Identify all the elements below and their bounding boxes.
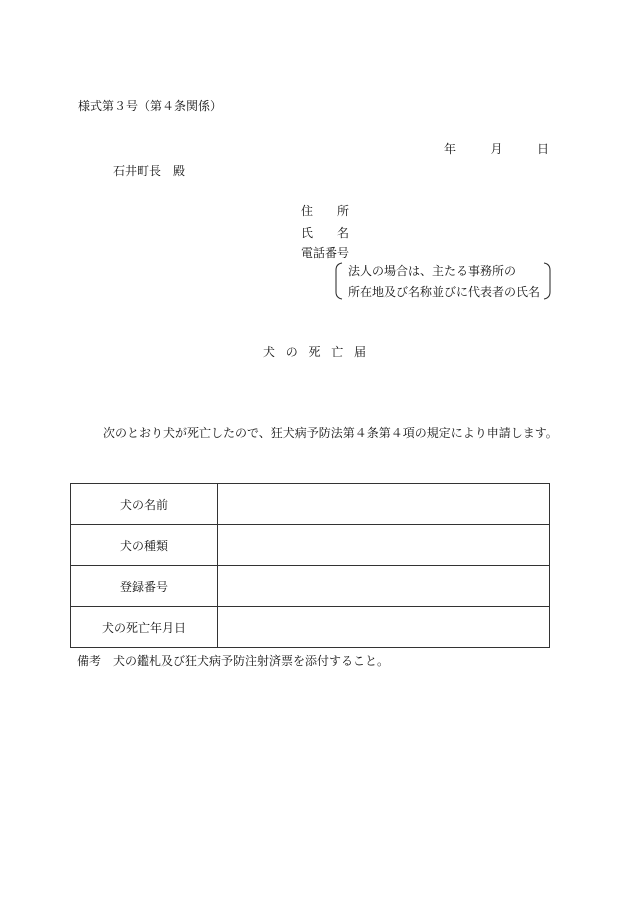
title-char: 届	[353, 345, 366, 359]
day-label: 日	[536, 142, 549, 156]
table-row	[71, 484, 550, 525]
date-line	[444, 143, 549, 155]
dog-details-table	[70, 483, 550, 648]
death-date-label: 犬の死亡年月日	[71, 607, 218, 648]
table-row	[71, 525, 550, 566]
address-label	[301, 205, 349, 217]
document-title	[263, 346, 366, 358]
address-char: 所	[336, 204, 349, 218]
title-char: 亡	[331, 345, 344, 359]
registration-number-label: 登録番号	[71, 566, 218, 607]
name-char: 名	[336, 226, 349, 240]
note-line-2: 所在地及び名称並びに代表者の氏名	[348, 285, 541, 299]
recipient: 石井町長 殿	[113, 164, 186, 178]
title-char: 犬	[263, 345, 276, 359]
table-row	[71, 566, 550, 607]
application-statement: 次のとおり犬が死亡したので、狂犬病予防法第４条第４項の規定により申請します。	[103, 426, 558, 440]
name-char: 氏	[301, 226, 314, 240]
remarks: 備考 犬の鑑札及び狂犬病予防注射済票を添付すること。	[77, 654, 390, 668]
name-label	[301, 227, 349, 239]
phone-label: 電話番号	[301, 246, 350, 260]
table-row	[71, 607, 550, 648]
dog-name-field[interactable]	[218, 484, 550, 525]
dog-breed-label: 犬の種類	[71, 525, 218, 566]
title-char: の	[285, 345, 298, 359]
dog-name-label: 犬の名前	[71, 484, 218, 525]
title-char: 死	[308, 345, 321, 359]
year-label: 年	[444, 142, 457, 156]
address-char: 住	[301, 204, 314, 218]
note-line-1: 法人の場合は、主たる事務所の	[348, 264, 517, 278]
dog-breed-field[interactable]	[218, 525, 550, 566]
registration-number-field[interactable]	[218, 566, 550, 607]
form-number: 様式第３号（第４条関係）	[78, 99, 223, 113]
month-label: 月	[490, 142, 503, 156]
corporation-note	[332, 262, 554, 300]
death-date-field[interactable]	[218, 607, 550, 648]
